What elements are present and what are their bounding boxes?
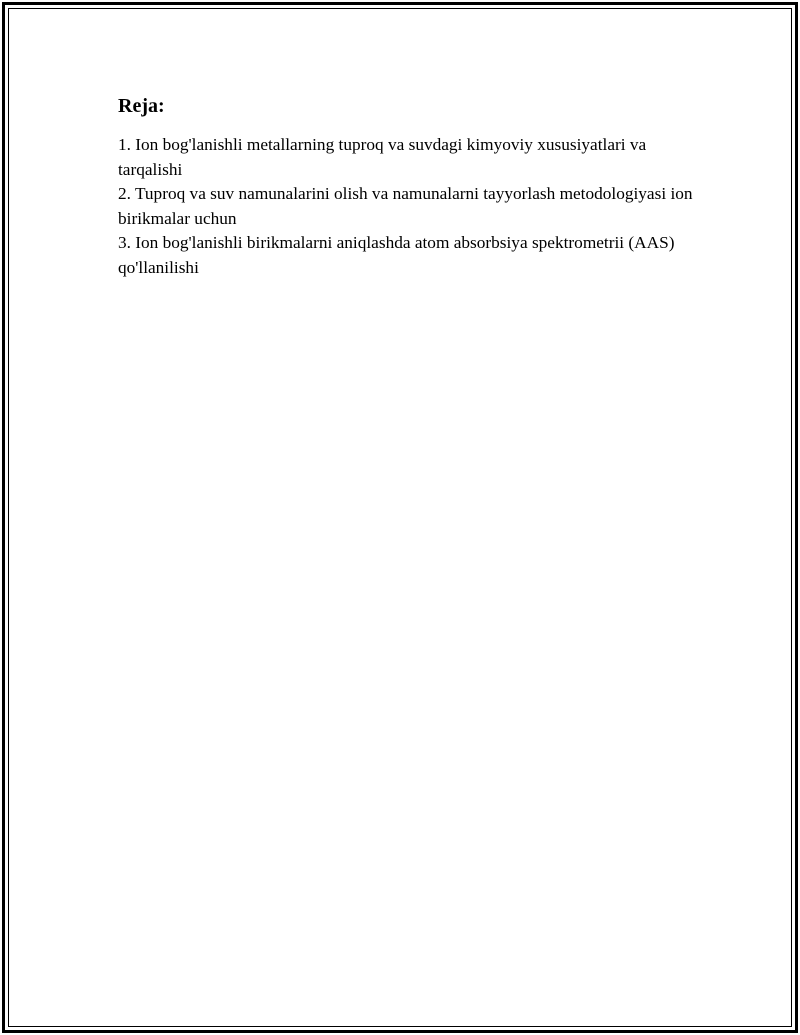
plan-heading: Reja: (118, 95, 165, 117)
plan-item-3: 3. Ion bog'lanishli birikmalarni aniqlashda atom absorbsiya spektrometrii (AAS) qo'llanilishi (118, 233, 675, 277)
plan-list (118, 133, 698, 280)
plan-item-1: 1. Ion bog'lanishli metallarning tuproq va suvdagi kimyoviy xususiyatlari va tarqalishi (118, 135, 647, 179)
document-content (118, 93, 698, 280)
plan-item-2: 2. Tuproq va suv namunalarini olish va namunalarni tayyorlash metodologiyasi ion birikmalar uchun (118, 184, 693, 228)
